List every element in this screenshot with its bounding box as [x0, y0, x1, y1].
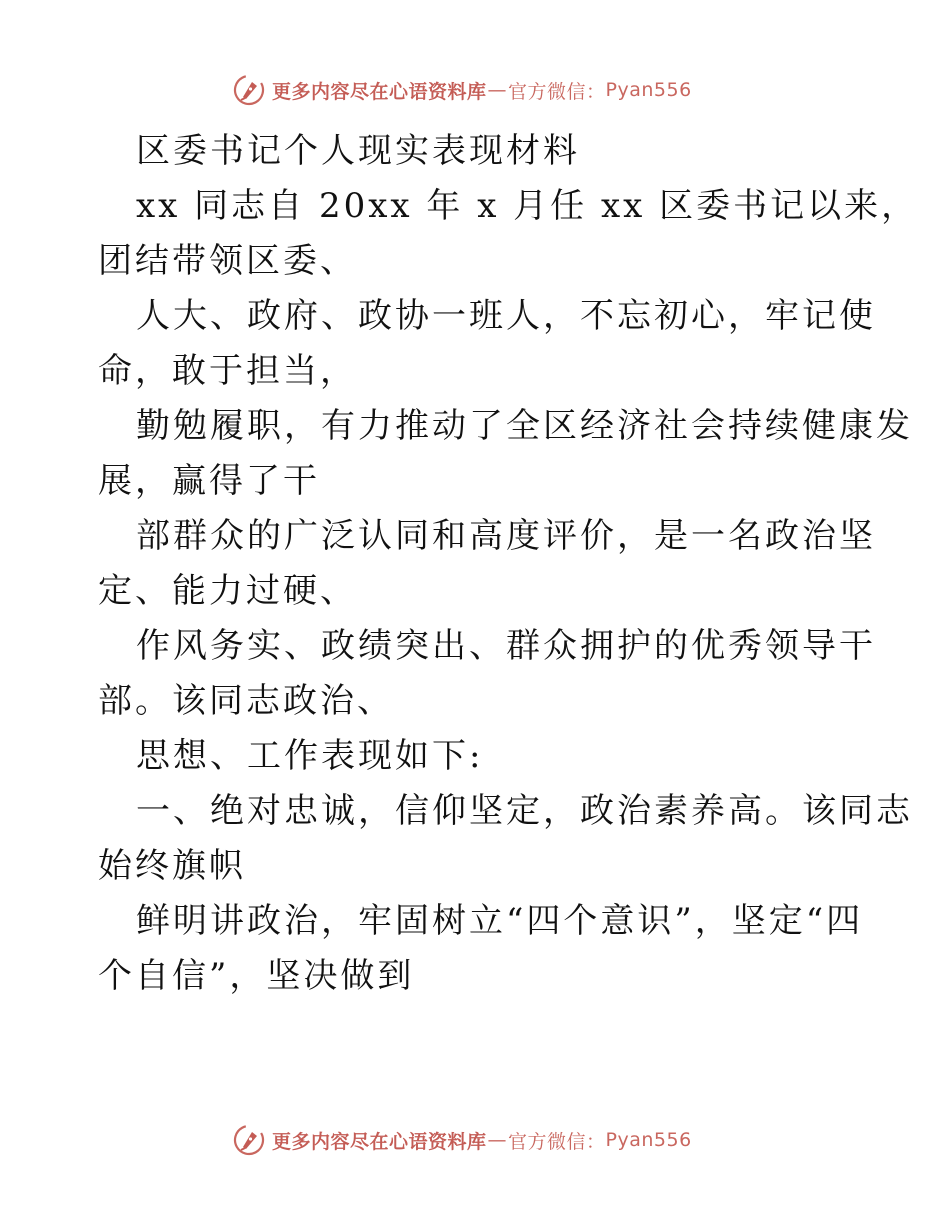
paragraph-line: 勤勉履职，有力推动了全区经济社会持续健康发 [136, 406, 913, 446]
paragraph-line: 定、能力过硬、 [98, 571, 357, 611]
paragraph-line: 人大、政府、政协一班人，不忘初心，牢记使 [136, 296, 876, 336]
watermark-text [272, 1127, 692, 1154]
paragraph-line: 部。该同志政治、 [98, 681, 394, 721]
document-body [98, 124, 919, 1004]
watermark-brand: 更多内容尽在心语资料库 [272, 80, 487, 103]
watermark-wechat-label: 官方微信： [508, 1130, 606, 1153]
watermark-separator: — [487, 79, 508, 101]
paragraph-line: 部群众的广泛认同和高度评价，是一名政治坚 [136, 516, 876, 556]
watermark-brand: 更多内容尽在心语资料库 [272, 1130, 487, 1153]
watermark-wechat-id: Pyan556 [605, 79, 692, 101]
pen-nib-logo-icon [232, 73, 266, 107]
watermark-text [272, 77, 692, 104]
header-watermark [232, 70, 692, 110]
watermark-wechat-label: 官方微信： [508, 80, 606, 103]
paragraph-line: 作风务实、政绩突出、群众拥护的优秀领导干 [136, 626, 876, 666]
paragraph-line: xx 同志自 20xx 年 x 月任 xx 区委书记以来， [136, 186, 919, 226]
paragraph-line: 团结带领区委、 [98, 241, 357, 281]
paragraph-line: 始终旗帜 [98, 846, 246, 886]
watermark-separator: — [487, 1129, 508, 1151]
pen-nib-logo-icon [232, 1123, 266, 1157]
footer-watermark [232, 1120, 692, 1160]
paragraph-line: 展，赢得了干 [98, 461, 320, 501]
paragraph-line: 个自信”，坚决做到 [98, 956, 415, 996]
watermark-wechat-id: Pyan556 [605, 1129, 692, 1151]
paragraph-line: 鲜明讲政治，牢固树立“四个意识”，坚定“四 [136, 901, 864, 941]
paragraph-line: 思想、工作表现如下: [136, 736, 484, 776]
section-heading-line: 一、绝对忠诚，信仰坚定，政治素养高。该同志 [136, 791, 913, 831]
document-title: 区委书记个人现实表现材料 [136, 131, 580, 171]
paragraph-line: 命，敢于担当， [98, 351, 357, 391]
